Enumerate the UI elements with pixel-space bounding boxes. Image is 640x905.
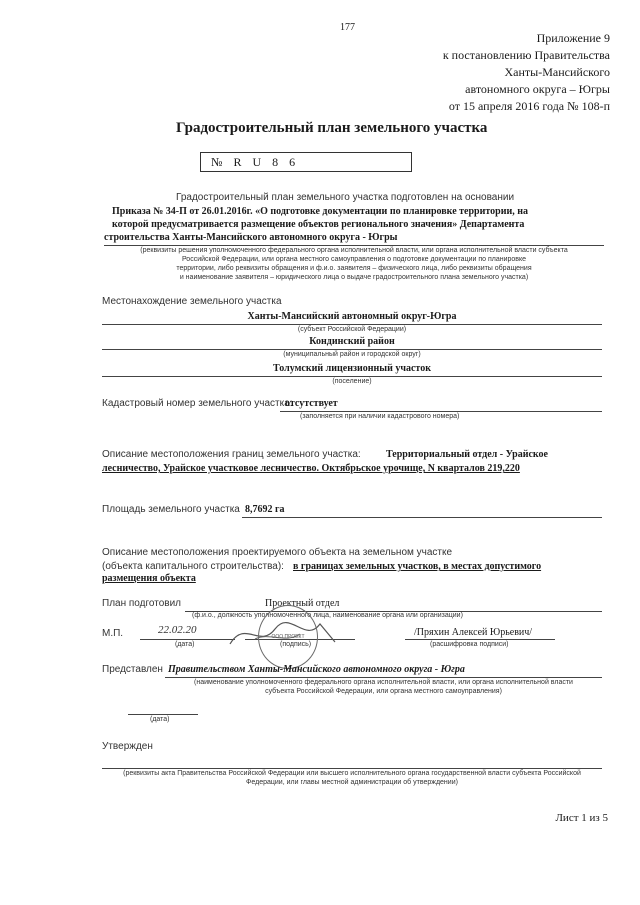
location-settlement-note: (поселение) — [332, 378, 372, 385]
approved-rule — [102, 768, 602, 769]
stamp-text: ООО ПРОЕКТ — [271, 634, 305, 640]
name-rule — [405, 639, 555, 640]
page-number: 177 — [340, 22, 355, 33]
approved-note-1: (реквизиты акта Правительства Российской Федерации или высшего исполнительного органа государственной власти субъекта Российской — [123, 770, 581, 777]
appendix-line-1: Приложение 9 — [536, 31, 610, 45]
cadastral-rule — [280, 411, 602, 412]
boundary-value-1: Территориальный отдел - Урайское — [386, 449, 548, 460]
prepared-note: (ф.и.о., должность уполномоченного лица, наименование органа или организации) — [192, 612, 463, 619]
submitted-note-1: (наименование уполномоченного федерального органа исполнительной власти, или органа исполнительной власти — [194, 679, 573, 686]
object-value-1: в границах земельных участков, в местах допустимого — [293, 561, 542, 572]
submitted-date-rule — [128, 714, 198, 715]
location-district-note: (муниципальный район и городской округ) — [283, 351, 421, 358]
location-label: Местонахождение земельного участка — [102, 296, 282, 307]
basis-rule — [104, 245, 604, 246]
basis-line-2: которой предусматривается размещение объектов регионального значения» Департамента — [112, 219, 525, 230]
cadastral-note: (заполняется при наличии кадастрового номера) — [300, 413, 460, 420]
plan-number-box — [200, 152, 412, 172]
area-label: Площадь земельного участка — [102, 504, 240, 515]
basis-note-4: и наименование заявителя – юридического лица о выдаче градостроительного плана земельного участка) — [179, 274, 529, 281]
subject-rule — [102, 324, 602, 325]
submitted-value: Правительством Ханты-Мансийского автономного округа - Югра — [168, 664, 465, 675]
district-rule — [102, 349, 602, 350]
object-label-2: (объекта капитального строительства): — [102, 561, 284, 572]
basis-note-1: (реквизиты решения уполномоченного федерального органа исполнительной власти, или органа исполнительной власти субъекта — [140, 247, 568, 254]
location-settlement: Толумский лицензионный участок — [273, 363, 431, 374]
appendix-line-5: от 15 апреля 2016 года № 108-п — [448, 99, 610, 113]
mp-label: М.П. — [102, 628, 124, 639]
plan-number: № R U 8 6 — [211, 155, 300, 169]
approved-note-2: Федерации, или главы местной администрации об утверждении) — [246, 779, 458, 786]
basis-note-2: Российской Федерации, или органа местного самоуправления о подготовке документации по планировке — [181, 256, 527, 263]
cadastral-label: Кадастровый номер земельного участка: — [102, 398, 293, 409]
name-note: (расшифровка подписи) — [430, 641, 509, 648]
date-rule — [140, 639, 235, 640]
submitted-note-2: субъекта Российской Федерации, или органа местного самоуправления) — [265, 688, 502, 695]
appendix-header — [350, 30, 610, 115]
basis-note-3: территории, либо реквизиты обращения и ф.и.о. заявителя – физического лица, либо реквизиты обращения — [176, 265, 532, 272]
submitted-date-note: (дата) — [150, 716, 170, 723]
object-value-2: размещения объекта — [102, 573, 196, 584]
date-note: (дата) — [175, 641, 195, 648]
location-subject: Ханты-Мансийский автономный округ-Югра — [247, 311, 457, 322]
sheet-counter: Лист 1 из 5 — [555, 812, 608, 824]
appendix-line-2: к постановлению Правительства — [442, 48, 610, 62]
boundary-value-2: лесничество, Урайское участковое лесничество. Октябрьское урочище, N кварталов 219,220 — [102, 463, 520, 474]
settlement-rule — [102, 376, 602, 377]
basis-line-1: Приказа № 34-П от 26.01.2016г. «О подготовке документации по планировке территории, на — [112, 206, 528, 217]
area-rule — [242, 517, 602, 518]
object-label-1: Описание местоположения проектируемого объекта на земельном участке — [102, 547, 453, 558]
sign-note: (подпись) — [280, 641, 312, 648]
cadastral-value: отсутствует — [285, 398, 338, 409]
location-subject-note: (субъект Российской Федерации) — [297, 326, 407, 333]
document-title: Градостроительный план земельного участка — [176, 120, 488, 136]
basis-intro: Градостроительный план земельного участка подготовлен на основании — [176, 192, 515, 203]
submitted-label: Представлен — [102, 664, 163, 675]
boundary-label: Описание местоположения границ земельного участка: — [102, 449, 361, 460]
prepared-value: Проектный отдел — [265, 598, 340, 609]
approved-label: Утвержден — [102, 741, 153, 752]
submitted-rule — [165, 677, 602, 678]
appendix-line-3: Ханты-Мансийского — [504, 65, 610, 79]
prepared-date: 22.02.20 — [158, 624, 197, 636]
area-value: 8,7692 га — [245, 504, 285, 515]
prepared-label: План подготовил — [102, 598, 182, 609]
appendix-line-4: автономного округа – Югры — [465, 82, 610, 96]
location-district: Кондинский район — [309, 336, 395, 347]
basis-line-3: строительства Ханты-Мансийского автономного округа - Югры — [104, 232, 398, 243]
signer-name: /Пряхин Алексей Юрьевич/ — [414, 627, 533, 638]
organization-stamp — [258, 605, 318, 669]
